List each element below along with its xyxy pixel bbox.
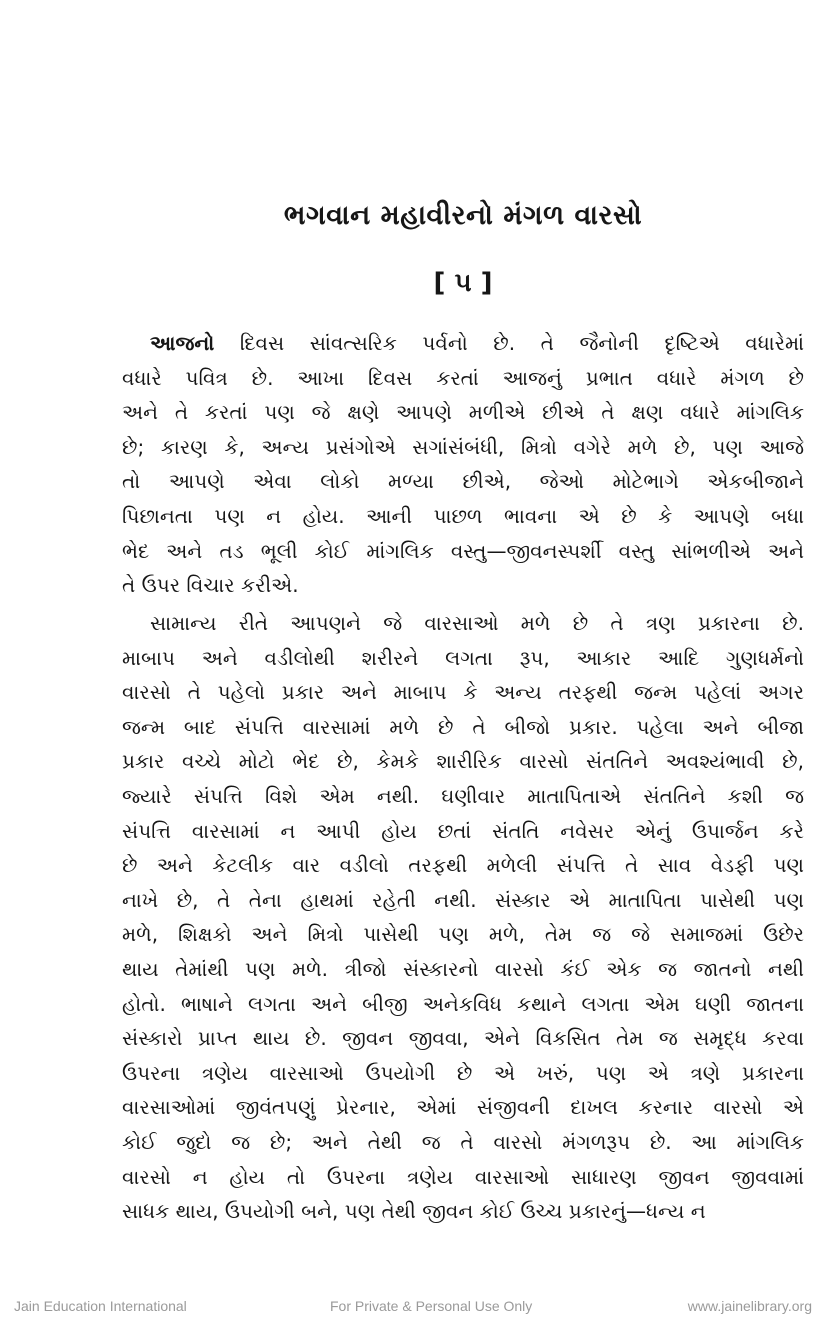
line-text: જ્યારે સંપત્તિ વિશે એમ નથી. ઘણીવાર માતાપિતાએ સંતતિને કશી જ <box>122 783 804 808</box>
line-text: વારસો ન હોય તો ઉપરના ત્રણેય વારસાઓ સાધારણ જીવન જીવવામાં <box>122 1164 804 1189</box>
footer-website-link[interactable]: www.jainelibrary.org <box>687 1298 812 1314</box>
line-text: નાખે છે, તે તેના હાથમાં રહેતી નથી. સંસ્કાર એ માતાપિતા પાસેથી પણ <box>122 887 804 912</box>
line-text: મળે, શિક્ષકો અને મિત્રો પાસેથી પણ મળે, તેમ જ જે સમાજમાં ઉછેર <box>122 922 804 947</box>
lead-word: આજનો <box>150 331 215 355</box>
text-line <box>122 499 804 534</box>
text-line <box>122 883 804 918</box>
paragraph-2 <box>122 606 804 1229</box>
line-text: ઉપરના ત્રણેય વારસાઓ ઉપયોગી છે એ ખરું, પણ એ ત્રણે પ્રકારના <box>122 1060 804 1085</box>
line-text: છે અને કેટલીક વાર વડીલો તરફથી મળેલી સંપત્તિ તે સાવ વેડફી પણ <box>122 853 804 878</box>
line-text: વધારે પવિત્ર છે. આખા દિવસ કરતાં આજનું પ્રભાત વધારે મંગળ છે <box>122 365 804 390</box>
line-text: સાધક થાય, ઉપયોગી બને, પણ તેથી જીવન કોઈ ઉચ્ચ પ્રકારનું—ધન્ય ન <box>122 1199 706 1224</box>
text-line <box>122 430 804 465</box>
line-text: હોતો. ભાષાને લગતા અને બીજી અનેકવિધ કથાને લગતા એમ ઘણી જાતના <box>122 991 804 1016</box>
line-text: માબાપ અને વડીલોથી શરીરને લગતા રૂપ, આકાર આદિ ગુણધર્મનો <box>122 645 804 670</box>
text-line <box>122 1125 804 1160</box>
text-line <box>122 779 804 814</box>
text-line <box>122 395 804 430</box>
text-line <box>122 987 804 1022</box>
text-line <box>122 361 804 396</box>
line-text: ભેદ અને તડ ભૂલી કોઈ માંગલિક વસ્તુ—જીવનસ્પર્શી વસ્તુ સાંભળીએ અને <box>122 538 804 563</box>
paragraph-1 <box>122 326 804 603</box>
line-text: અને તે કરતાં પણ જે ક્ષણે આપણે મળીએ છીએ તે ક્ષણ વધારે માંગલિક <box>122 400 804 425</box>
text-line <box>122 464 804 499</box>
text-line <box>122 848 804 883</box>
text-line <box>122 952 804 987</box>
text-line <box>122 1056 804 1091</box>
line-text: પ્રકાર વચ્ચે મોટો ભેદ છે, કેમકે શારીરિક વારસો સંતતિને અવશ્યંભાવી છે, <box>122 749 804 774</box>
text-line <box>122 641 804 676</box>
line-text: થાય તેમાંથી પણ મળે. ત્રીજો સંસ્કારનો વારસો કંઈ એક જ જાતનો નથી <box>122 956 804 981</box>
text-line <box>122 1090 804 1125</box>
line-text: દિવસ સાંવત્સરિક પર્વનો છે. તે જૈનોની દૃષ્ટિએ વધારેમાં <box>214 331 804 355</box>
text-line <box>122 710 804 745</box>
text-line <box>122 606 804 641</box>
text-line <box>122 1021 804 1056</box>
text-line <box>122 675 804 710</box>
text-line <box>122 534 804 569</box>
footer-publisher: Jain Education International <box>14 1298 187 1314</box>
line-text: જન્મ બાદ સંપત્તિ વારસામાં મળે છે તે બીજો પ્રકાર. પહેલા અને બીજા <box>122 714 804 739</box>
line-text: સંપત્તિ વારસામાં ન આપી હોય છતાં સંતતિ નવેસર એનું ઉપાર્જન કરે <box>122 818 804 843</box>
text-line <box>122 744 804 779</box>
text-line <box>122 814 804 849</box>
page-title: ભગવાન મહાવીરનો મંગળ વારસો <box>283 200 643 231</box>
text-line <box>122 326 804 361</box>
line-text: વારસો તે પહેલો પ્રકાર અને માબાપ કે અન્ય તરફથી જન્મ પહેલાં અગર <box>122 680 804 705</box>
line-text: વારસાઓમાં જીવંતપણું પ્રેરનાર, એમાં સંજીવની દાખલ કરનાર વારસો એ <box>122 1095 804 1120</box>
text-line <box>122 568 804 603</box>
line-text: છે; કારણ કે, અન્ય પ્રસંગોએ સગાંસંબંધી, મિત્રો વગેરે મળે છે, પણ આજે <box>122 434 804 459</box>
text-line <box>122 1194 804 1229</box>
line-text: પિછાનતા પણ ન હોય. આની પાછળ ભાવના એ છે કે આપણે બધા <box>122 503 804 528</box>
line-text: સામાન્ય રીતે આપણને જે વારસાઓ મળે છે તે ત્રણ પ્રકારના છે. <box>150 611 804 635</box>
text-line <box>122 1160 804 1195</box>
line-text: તે ઉપર વિચાર કરીએ. <box>122 573 299 598</box>
footer-usage-note: For Private & Personal Use Only <box>330 1298 533 1314</box>
line-text: સંસ્કારો પ્રાપ્ત થાય છે. જીવન જીવવા, એને વિકસિત તેમ જ સમૃદ્ધ કરવા <box>122 1026 804 1051</box>
text-line <box>122 917 804 952</box>
chapter-number: [ ૫ ] <box>433 268 493 298</box>
line-text: તો આપણે એવા લોકો મળ્યા છીએ, જેઓ મોટેભાગે એકબીજાને <box>122 469 804 494</box>
line-text: કોઈ જુદો જ છે; અને તેથી જ તે વારસો મંગળરૂપ છે. આ માંગલિક <box>122 1129 804 1154</box>
